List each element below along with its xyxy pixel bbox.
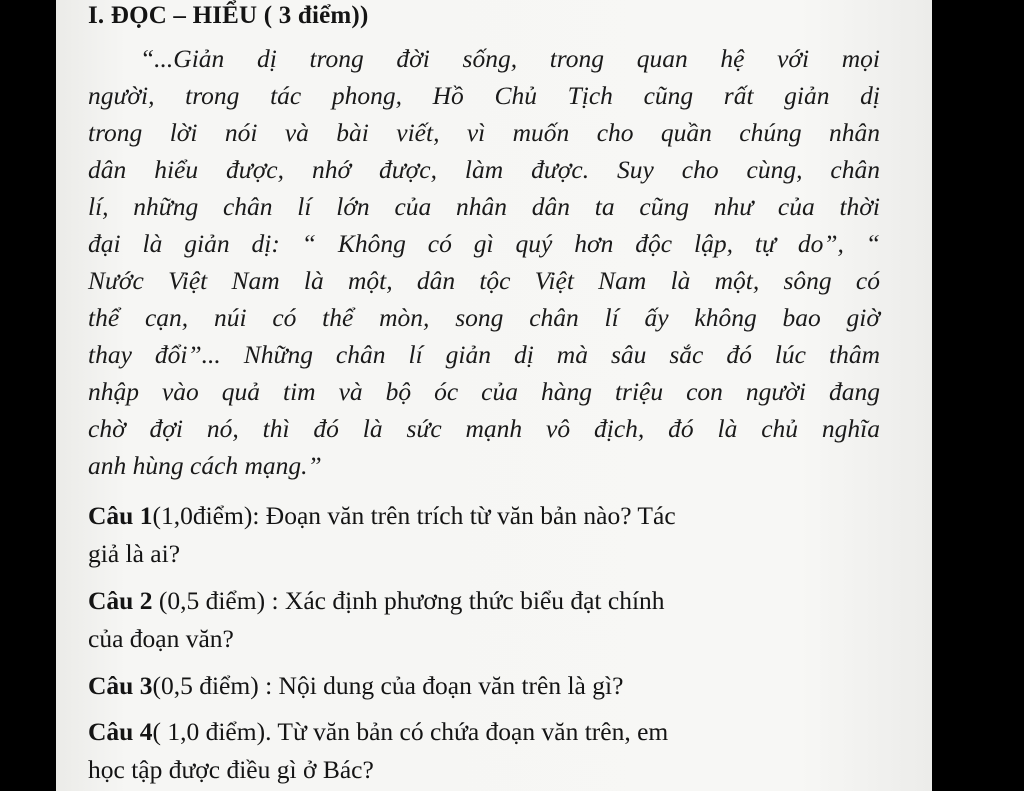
passage-line: nhập vào quả tim và bộ óc của hàng triệu con người đang — [88, 377, 880, 406]
question-label: Câu 3 — [88, 671, 153, 700]
section-heading: I. ĐỌC – HIỂU ( 3 điểm)) — [88, 2, 369, 29]
question-text-cont: giả là ai? — [88, 539, 181, 568]
question-text: (1,0điểm): Đoạn văn trên trích từ văn bản nào? Tác — [152, 501, 676, 530]
passage-line: lí, những chân lí lớn của nhân dân ta cũng như của thời — [88, 192, 880, 221]
question-3 — [88, 667, 880, 705]
reading-passage — [88, 40, 880, 484]
question-text-cont: học tập được điều gì ở Bác? — [88, 755, 374, 784]
passage-line: dân hiểu được, nhớ được, làm được. Suy cho cùng, chân — [88, 155, 880, 184]
passage-line: Nước Việt Nam là một, dân tộc Việt Nam là một, sông có — [88, 266, 880, 295]
question-label: Câu 4 — [88, 717, 153, 746]
question-2 — [88, 582, 880, 658]
question-text: (0,5 điểm) : Nội dung của đoạn văn trên là gì? — [152, 671, 624, 700]
question-text: (0,5 điểm) : Xác định phương thức biểu đạt chính — [152, 586, 665, 615]
passage-line: “...Giản dị trong đời sống, trong quan hệ với mọi — [140, 44, 880, 73]
question-label: Câu 2 — [88, 586, 153, 615]
passage-line: đại là giản dị: “ Không có gì quý hơn độc lập, tự do”, “ — [88, 229, 880, 258]
passage-line: người, trong tác phong, Hồ Chủ Tịch cũng rất giản dị — [88, 81, 880, 110]
passage-line: trong lời nói và bài viết, vì muốn cho quần chúng nhân — [88, 118, 880, 147]
passage-line: thay đổi”... Những chân lí giản dị mà sâu sắc đó lúc thâm — [88, 340, 880, 369]
question-1 — [88, 497, 880, 573]
question-4 — [88, 713, 880, 789]
passage-line: anh hùng cách mạng.” — [88, 451, 322, 480]
question-text-cont: của đoạn văn? — [88, 624, 234, 653]
passage-line: chờ đợi nó, thì đó là sức mạnh vô địch, đó là chủ nghĩa — [88, 414, 880, 443]
passage-line: thể cạn, núi có thể mòn, song chân lí ấy không bao giờ — [88, 303, 880, 332]
question-text: ( 1,0 điểm). Từ văn bản có chứa đoạn văn trên, em — [152, 717, 669, 746]
question-label: Câu 1 — [88, 501, 153, 530]
